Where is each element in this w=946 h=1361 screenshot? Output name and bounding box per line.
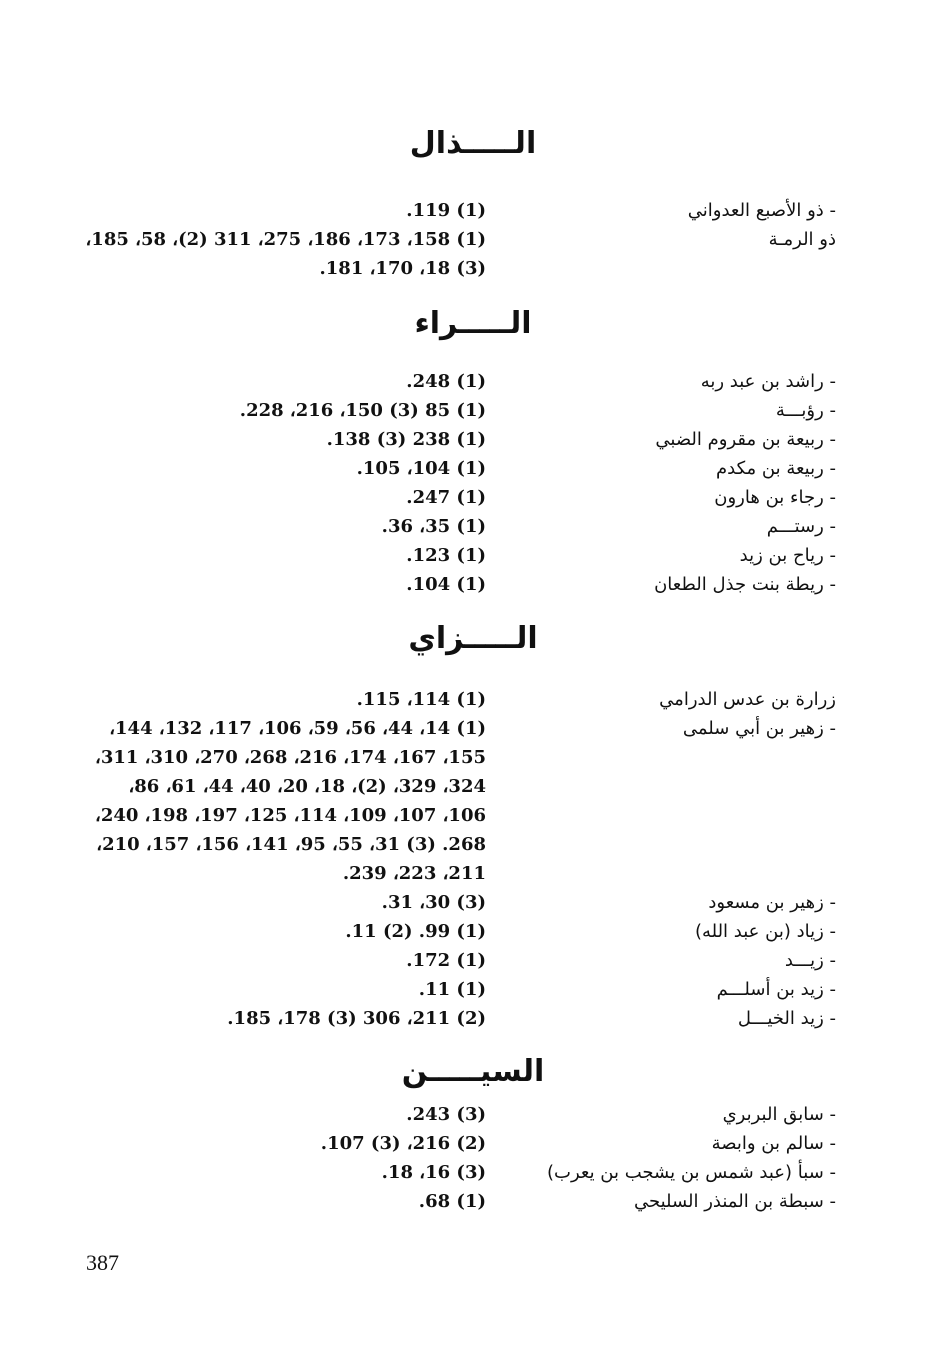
entry-name: ذو الرمـة xyxy=(768,229,836,250)
entry-name: - زيـــد xyxy=(784,950,836,971)
entry-refs xyxy=(86,1004,486,1033)
entry-refs xyxy=(86,714,486,888)
entry-name: - ذو الأصبع العدواني xyxy=(687,200,836,221)
entry-name: - زيد بن أسلـــم xyxy=(716,979,836,1000)
entry-refs xyxy=(86,396,486,425)
ref-line: (1) 123. xyxy=(406,545,486,566)
index-entry xyxy=(0,975,946,1004)
index-entry xyxy=(0,1129,946,1158)
index-entry xyxy=(0,541,946,570)
ref-line: 268. (3) 31، 55، 95، 141، 156، 157، 210، xyxy=(96,834,486,855)
entry-refs xyxy=(86,946,486,975)
entry-refs xyxy=(86,454,486,483)
entry-name: زرارة بن عدس الدرامي xyxy=(659,689,836,710)
entry-refs xyxy=(86,483,486,512)
ref-line: (1) 104، 105. xyxy=(356,458,486,479)
entry-name: - ريطة بنت جذل الطعان xyxy=(654,574,836,595)
entry-name: - راشد بن عبد ربه xyxy=(700,371,836,392)
index-entry xyxy=(0,396,946,425)
index-entry xyxy=(0,196,946,225)
index-entry xyxy=(0,512,946,541)
index-entry xyxy=(0,425,946,454)
entry-refs xyxy=(86,1158,486,1187)
ref-line: (2) 211، 306 (3) 178، 185. xyxy=(227,1008,486,1029)
ref-line: (1) 68. xyxy=(418,1191,486,1212)
index-entry xyxy=(0,1158,946,1187)
entry-refs xyxy=(86,367,486,396)
entry-refs xyxy=(86,917,486,946)
ref-line: (3) 18، 170، 181. xyxy=(319,258,486,279)
ref-line: (1) 85 (3) 150، 216، 228. xyxy=(239,400,486,421)
index-entry xyxy=(0,685,946,714)
entry-refs xyxy=(86,975,486,1004)
ref-line: (1) 247. xyxy=(406,487,486,508)
index-entry xyxy=(0,1187,946,1216)
ref-line: (3) 16، 18. xyxy=(381,1162,486,1183)
page-number: 387 xyxy=(86,1250,119,1275)
entry-name: - سالم بن وابصة xyxy=(711,1133,836,1154)
index-entry xyxy=(0,888,946,917)
index-entry xyxy=(0,483,946,512)
section-title-sin: السيـــــن xyxy=(401,1054,545,1089)
entry-name: - سابق البربري xyxy=(722,1104,836,1125)
index-entry xyxy=(0,946,946,975)
ref-line: (1) 14، 44، 56، 59، 106، 117، 132، 144، xyxy=(109,718,486,739)
index-entry xyxy=(0,225,946,279)
index-entry xyxy=(0,454,946,483)
ref-line: 211، 223، 239. xyxy=(342,863,486,884)
index-entry xyxy=(0,1100,946,1129)
entry-name: - رستـــم xyxy=(766,516,836,537)
ref-line: (1) 172. xyxy=(406,950,486,971)
ref-line: 324، 329، (2)، 18، 20، 40، 44، 61، 86، xyxy=(128,776,486,797)
entry-refs xyxy=(86,512,486,541)
entry-name: - زياد (بن عبد الله) xyxy=(694,921,836,942)
entry-refs xyxy=(86,1100,486,1129)
entry-name: - زيد الخيـــل xyxy=(737,1008,836,1029)
index-entry xyxy=(0,570,946,599)
ref-line: (1) 119. xyxy=(406,200,486,221)
entry-refs xyxy=(86,685,486,714)
entry-refs xyxy=(86,196,486,225)
ref-line: (1) 238 (3) 138. xyxy=(326,429,486,450)
ref-line: (1) 158، 173، 186، 275، 311 (2)، 58، 185، xyxy=(85,229,486,250)
entry-name: - سبطة بن المنذر السليحي xyxy=(633,1191,836,1212)
ref-line: (1) 104. xyxy=(406,574,486,595)
ref-line: (1) 11. xyxy=(418,979,486,1000)
ref-line: (1) 248. xyxy=(406,371,486,392)
ref-line: (2) 216، (3) 107. xyxy=(320,1133,486,1154)
index-entry xyxy=(0,1004,946,1033)
index-entry xyxy=(0,367,946,396)
entry-name: - رياح بن زيد xyxy=(739,545,836,566)
ref-line: (1) 99. (2) 11. xyxy=(345,921,486,942)
entry-refs xyxy=(86,570,486,599)
ref-line: (1) 114، 115. xyxy=(356,689,486,710)
entry-name: - ربيعة بن مكدم xyxy=(715,458,836,479)
entry-name: - رؤبـــة xyxy=(775,400,836,421)
entry-refs xyxy=(86,225,486,283)
section-title-zay: الـــــزاي xyxy=(408,621,538,656)
entry-name: - سبأ (عبد شمس بن يشجب بن يعرب) xyxy=(546,1162,836,1183)
index-entry xyxy=(0,714,946,884)
section-title-dhal: الـــــذال xyxy=(409,126,537,161)
entry-refs xyxy=(86,888,486,917)
entry-refs xyxy=(86,1187,486,1216)
ref-line: (3) 243. xyxy=(406,1104,486,1125)
ref-line: (1) 35، 36. xyxy=(381,516,486,537)
entry-refs xyxy=(86,541,486,570)
ref-line: (3) 30، 31. xyxy=(381,892,486,913)
entry-name: - زهير بن مسعود xyxy=(708,892,836,913)
ref-line: 155، 167، 174، 216، 268، 270، 310، 311، xyxy=(95,747,486,768)
entry-refs xyxy=(86,425,486,454)
section-title-ra: الـــــراء xyxy=(414,306,532,341)
entry-name: - زهير بن أبي سلمى xyxy=(682,718,836,739)
index-entry xyxy=(0,917,946,946)
entry-name: - ربيعة بن مقروم الضبي xyxy=(655,429,836,450)
entry-name: - رجاء بن هارون xyxy=(714,487,836,508)
ref-line: 106، 107، 109، 114، 125، 197، 198، 240، xyxy=(95,805,486,826)
entry-refs xyxy=(86,1129,486,1158)
